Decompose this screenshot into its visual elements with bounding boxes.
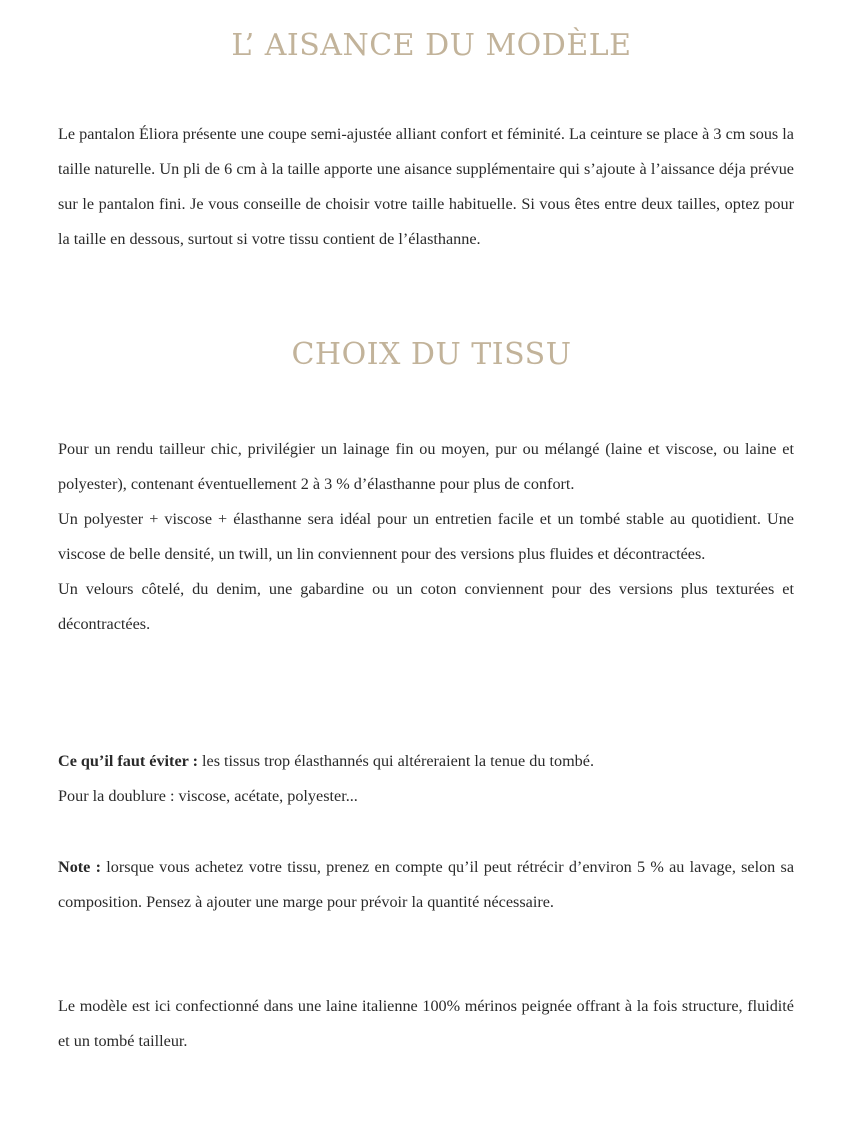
section-title-tissu: CHOIX DU TISSU bbox=[291, 337, 572, 372]
fabric-paragraphs bbox=[58, 432, 794, 642]
fabric-paragraph-polyester: Un polyester + viscose + élasthanne sera idéal pour un entretien facile et un tombé stable au quotidient. Une viscose de belle densité, un twill, un lin conviennent pour des versions plus fluides et décontractées. bbox=[58, 510, 794, 563]
avoid-text: les tissus trop élasthannés qui altéreraient la tenue du tombé. bbox=[197, 752, 595, 770]
fabric-paragraph-velours: Un velours côtelé, du denim, une gabardine ou un coton conviennent pour des versions plus texturées et décontractées. bbox=[58, 580, 794, 633]
avoid-label: Ce qu’il faut éviter : bbox=[58, 752, 198, 770]
fabric-paragraph-wool: Pour un rendu tailleur chic, privilégier un lainage fin ou moyen, pur ou mélangé (laine et viscose, ou laine et polyester), contenant éventuellement 2 à 3 % d’élasthanne pour plus de confort. bbox=[58, 440, 794, 493]
note-text: lorsque vous achetez votre tissu, prenez en compte qu’il peut rétrécir d’environ 5 % au lavage, selon sa composition. Pensez à ajouter une marge pour prévoir la quantité nécessaire. bbox=[58, 858, 795, 911]
note-paragraph bbox=[58, 850, 794, 920]
note-label: Note : bbox=[58, 858, 101, 876]
closing-paragraph: Le modèle est ici confectionné dans une laine italienne 100% mérinos peignée offrant à la fois structure, fluidité et un tombé tailleur. bbox=[58, 997, 794, 1050]
avoid-line bbox=[58, 744, 794, 779]
aisance-paragraph: Le pantalon Éliora présente une coupe semi-ajustée alliant confort et féminité. La ceinture se place à 3 cm sous la taille naturelle. Un pli de 6 cm à la taille apporte une aisance supplémentaire qui s’ajoute à l’aissance déja prévue sur le pantalon fini. Je vous conseille de choisir votre taille habituelle. Si vous êtes entre deux tailles, optez pour la taille en dessous, surtout si votre tissu contient de l’élasthanne. bbox=[58, 125, 794, 248]
lining-line: Pour la doublure : viscose, acétate, polyester... bbox=[58, 787, 358, 805]
avoid-paragraph bbox=[58, 744, 794, 814]
section-title-aisance: L’ AISANCE DU MODÈLE bbox=[231, 28, 632, 63]
